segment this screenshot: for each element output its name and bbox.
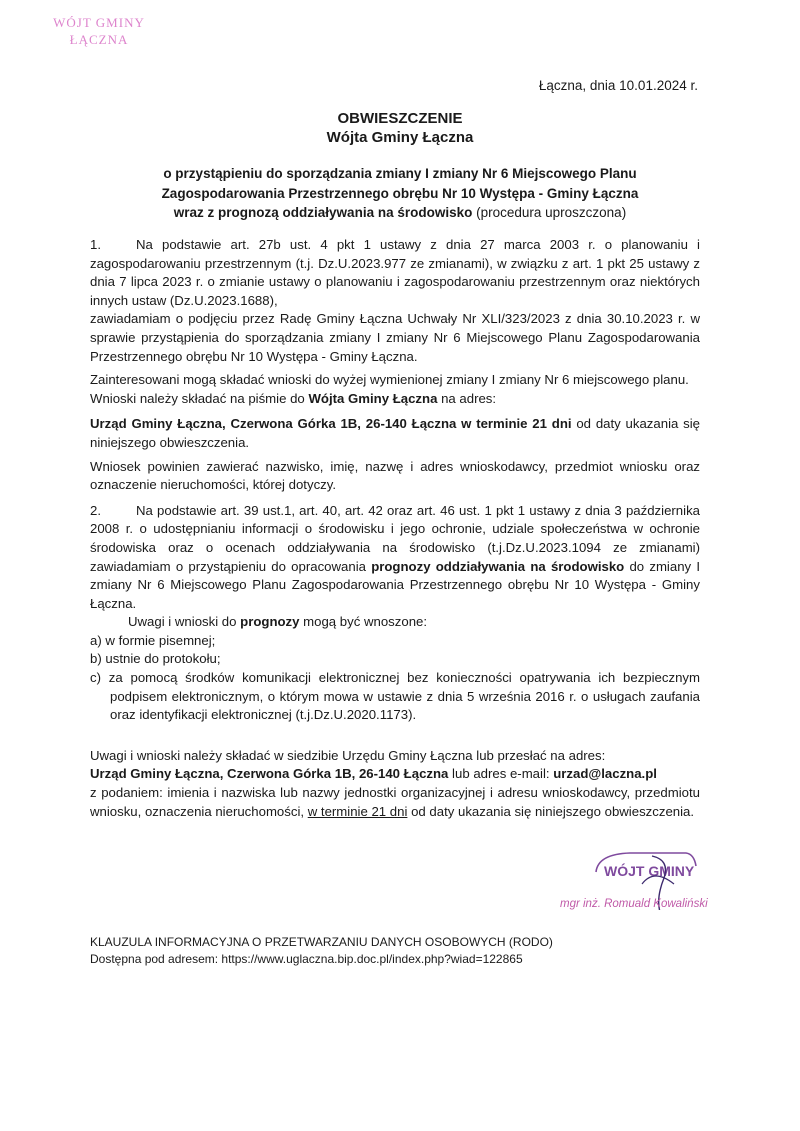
closing-paragraph3: z podaniem: imienia i nazwiska lub nazwy jednostki organizacyjnej i adresu wnioskodawcy, przedmiotu wniosku, oznaczenia nieruchomości, w terminie 21 dni od daty ukazania się niniejszego obwieszczenia. — [90, 785, 700, 819]
list-item: c) za pomocą środków komunikacji elektronicznej bez konieczności opatrywania ich bezpiecznym podpisem elektronicznym, o którym mowa w ustawie z dnia 5 września 2016 r. o usługach zaufania oraz identyfikacji elektronicznej (t.j.Dz.U.2020.1173). — [90, 670, 700, 723]
list-item: a) w formie pisemnej; — [90, 632, 216, 648]
section2-paragraph2: Uwagi i wnioski do prognozy mogą być wnoszone: — [128, 614, 428, 630]
closing-paragraph1: Uwagi i wnioski należy składać w siedzibie Urzędu Gminy Łączna lub przesłać na adres: — [90, 747, 606, 763]
closing-paragraph2: Urząd Gminy Łączna, Czerwona Górka 1B, 26-140 Łączna lub adres e-mail: urzad@laczna.pl — [90, 766, 657, 782]
section1-paragraph5: Urząd Gminy Łączna, Czerwona Górka 1B, 26-140 Łączna w terminie 21 dni od daty ukazania się niniejszego obwieszczenia. — [90, 416, 700, 450]
list-item: b) ustnie do protokołu; — [90, 651, 221, 667]
signatory-name: mgr inż. Romuald Kowaliński — [560, 898, 708, 910]
section1-paragraph6: Wniosek powinien zawierać nazwisko, imię, nazwę i adres wnioskodawcy, przedmiot wniosku oraz oznaczenie nieruchomości, której dotyczy. — [90, 458, 700, 493]
rodo-notice: KLAUZULA INFORMACYJNA O PRZETWARZANIU DANYCH OSOBOWYCH (RODO) Dostępna pod adresem: https://www.uglaczna.bip.doc.pl/index.php?wiad=122865 — [90, 935, 553, 966]
office-stamp: WÓJT GMINY ŁĄCZNA — [53, 15, 145, 47]
document-date: Łączna, dnia 10.01.2024 r. — [538, 78, 698, 93]
section2-paragraph1: 2. Na podstawie art. 39 ust.1, art. 40, art. 42 oraz art. 46 ust. 1 pkt 1 ustawy z dnia 3 października 2008 r. o udostępnianiu informacji o środowisku i jego ochronie, udziale społeczeństwa w ochronie środowiska oraz o ocenach oddziaływania na środowisko (t.j.Dz.U.2023.1094 ze zmianami) zawiadamiam o przystąpieniu do opracowania prognozy oddziaływania na środowisko do zmiany I zmiany Nr 6 Miejscowego Planu Zagospodarowania Przestrzennego obrębu Nr 10 Występa - Gminy Łączna. — [90, 502, 700, 611]
email-address: urzad@laczna.pl — [553, 766, 657, 782]
document-body — [90, 236, 700, 821]
rodo-link: Dostępna pod adresem: https://www.uglaczna.bip.doc.pl/index.php?wiad=122865 — [90, 952, 523, 966]
section1-paragraph3: Zainteresowani mogą składać wnioski do wyżej wymienionej zmiany I zmiany Nr 6 miejscowego planu. — [90, 372, 689, 388]
document-title: OBWIESZCZENIE Wójta Gminy Łączna — [326, 110, 474, 146]
section1-paragraph4: Wnioski należy składać na piśmie do Wójta Gminy Łączna na adres: — [90, 390, 497, 406]
stamp-label: WÓJT GMINY — [604, 863, 695, 879]
section1-paragraph1: 1. Na podstawie art. 27b ust. 4 pkt 1 ustawy z dnia 27 marca 2003 r. o planowaniu i zagospodarowaniu przestrzennym (t.j. Dz.U.2023.977 ze zmianami), w związku z art. 1 pkt 25 ustawy z dnia 7 lipca 2023 r. o zmianie ustawy o planowaniu i zagospodarowaniu przestrzennym oraz niektórych innych ustaw (Dz.U.2023.1688), — [90, 237, 700, 308]
document-subject: o przystąpieniu do sporządzania zmiany I zmiany Nr 6 Miejscowego Planu Zagospodarowania Przestrzennego obrębu Nr 10 Występa - Gminy Łączna wraz z prognozą oddziaływania na środowisko (procedura uproszczona) — [161, 166, 639, 220]
section1-paragraph2: zawiadamiam o podjęciu przez Radę Gminy Łączna Uchwały Nr XLI/323/2023 z dnia 30.10.2023 r. w sprawie przystąpienia do sporządzania zmiany I zmiany Nr 6 Miejscowego Planu Zagospodarowania Przestrzennego obrębu Nr 10 Występa - Gminy Łączna. — [90, 311, 700, 364]
submission-methods-list — [90, 632, 700, 725]
